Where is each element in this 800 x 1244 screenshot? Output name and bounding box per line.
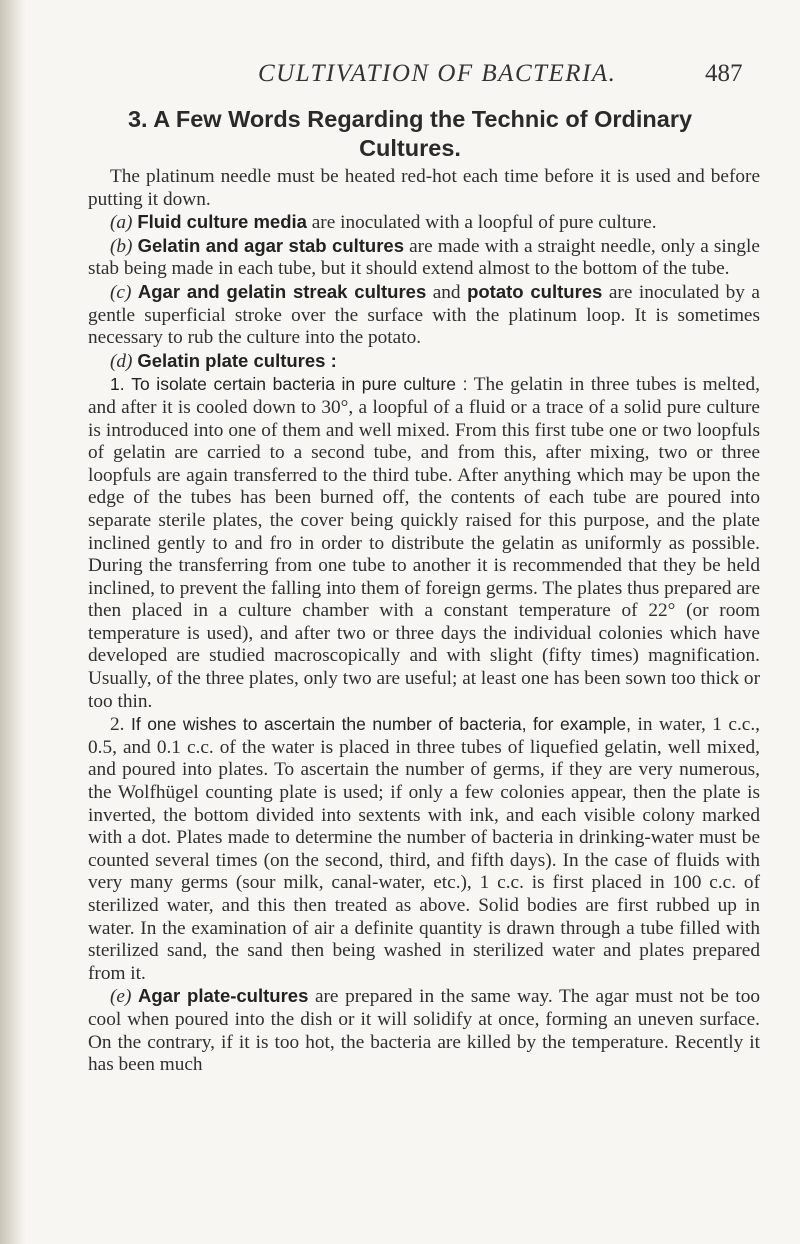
page-binding-shadow bbox=[0, 0, 26, 1244]
paragraph-a-label: (a) bbox=[110, 212, 133, 234]
section-title-line2: Cultures. bbox=[359, 135, 461, 161]
paragraph-d2-lead: If one wishes to ascertain the number of bacteria, for example, bbox=[130, 714, 631, 735]
paragraph-e-heading: Agar plate-cultures bbox=[138, 985, 309, 1007]
paragraph-b bbox=[88, 235, 760, 281]
paragraph-d bbox=[88, 350, 760, 374]
paragraph-b-heading: Gelatin and agar stab cultures bbox=[137, 234, 404, 256]
paragraph-d1-number: 1. bbox=[110, 374, 125, 395]
paragraph-c-heading2: potato cultures bbox=[467, 280, 603, 302]
paragraph-intro: The platinum needle must be heated red-hot each time before it is used and before putting it down. bbox=[88, 166, 760, 210]
body-text bbox=[88, 166, 760, 1077]
paragraph-d1-text: The gelatin in three tubes is melted, and after it is cooled down to 30°, a loopful of a fluid or a trace of a solid pure culture is introduced into one of them and well mixed. From this first tube one or two loopfuls of gelatin are carried to a second tube, and from this, after mixing, two or three loopfuls are again transferred to the third tube. After anything which may be upon the edge of the tubes has been burned off, the contents of each tube are poured into separate sterile plates, the cover being quickly raised for this purpose, and the plate inclined gently to and fro in order to distribute the gelatin as uniformly as possible. During the transferring from one tube to another it is recommended that they be held inclined, to prevent the falling into them of foreign germs. The plates thus prepared are then placed in a culture chamber with a constant temperature of 22° (or room temperature is used), and after two or three days the individual colonies which have developed are studied macroscopically and with slight (fifty times) magnification. Usually, of the three plates, only two are useful; at least one has been sown too thick or too thin. bbox=[88, 374, 760, 712]
section-title bbox=[70, 105, 750, 163]
paragraph-b-label: (b) bbox=[110, 235, 133, 257]
paragraph-a-heading: Fluid culture media bbox=[137, 211, 307, 233]
paragraph-c-heading: Agar and gelatin streak cultures bbox=[137, 280, 427, 302]
paragraph-e-text: are prepared in the same way. The agar must not be too cool when poured into the dish or it will solidify at once, forming an uneven surface. On the contrary, if it is too hot, the bacteria are killed by the temperature. Recently it has been much bbox=[88, 986, 760, 1076]
paragraph-e bbox=[88, 985, 760, 1076]
paragraph-e-label: (e) bbox=[110, 986, 132, 1008]
page-header bbox=[0, 60, 800, 100]
paragraph-d1-lead: To isolate certain bacteria in pure culture : bbox=[131, 374, 468, 395]
paragraph-a bbox=[88, 211, 760, 235]
paragraph-d1 bbox=[88, 373, 760, 713]
running-head: CULTIVATION OF BACTERIA. bbox=[258, 60, 617, 87]
page-number: 487 bbox=[705, 60, 743, 87]
paragraph-d2-number: 2. bbox=[110, 714, 125, 736]
paragraph-c-connector: and bbox=[432, 281, 461, 303]
paragraph-d-heading: Gelatin plate cultures : bbox=[137, 349, 337, 371]
paragraph-d2-text: in water, 1 c.c., 0.5, and 0.1 c.c. of the water is placed in three tubes of liquefied gelatin, well mixed, and poured into plates. To ascertain the number of germs, if they are very numerous, the Wolfhügel counting plate is used; if only a few colonies appear, then the plate is inverted, the bottom divided into sextents with ink, and each visible colony marked with a dot. Plates made to determine the number of bacteria in drinking-water must be counted several times (on the second, third, and fifth days). In the case of fluids with very many germs (sour milk, canal-water, etc.), 1 c.c. is first placed in 100 c.c. of sterilized water, and this then treated as above. Solid bodies are first rubbed up in water. In the examination of air a definite quantity is drawn through a tube filled with sterilized sand, the sand then being washed in sterilized water and plates prepared from it. bbox=[88, 714, 760, 984]
paragraph-c bbox=[88, 281, 760, 350]
paragraph-d-label: (d) bbox=[110, 350, 133, 372]
paragraph-d2 bbox=[88, 713, 760, 985]
section-title-line1: 3. A Few Words Regarding the Technic of Ordinary bbox=[127, 106, 693, 132]
paragraph-c-label: (c) bbox=[110, 281, 132, 303]
paragraph-b-text: are made with a straight needle, only a single stab being made in each tube, but it should extend almost to the bottom of the tube. bbox=[88, 235, 760, 280]
paragraph-a-text: are inoculated with a loopful of pure culture. bbox=[311, 212, 657, 234]
paragraph-c-text: are inoculated by a gentle superficial stroke over the surface with the platinum loop. It is sometimes necessary to rub the culture into the potato. bbox=[88, 281, 760, 349]
